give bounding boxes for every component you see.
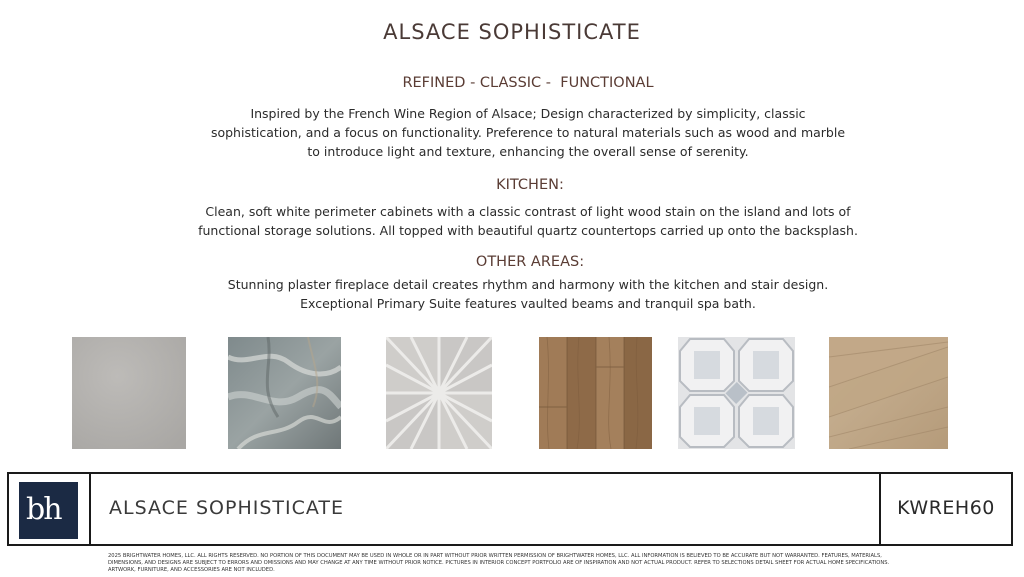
logo-cell bbox=[9, 474, 91, 544]
intro-paragraph bbox=[0, 104, 1024, 161]
intro-line: Inspired by the French Wine Region of Alsace; Design characterized by simplicity, classic bbox=[250, 106, 806, 121]
other-areas-heading: OTHER AREAS: bbox=[475, 254, 585, 270]
light-oak-wood-swatch bbox=[829, 337, 948, 449]
other-areas-paragraph bbox=[0, 275, 1024, 313]
kitchen-line: Clean, soft white perimeter cabinets with a classic contrast of light wood stain on the island and lots of bbox=[205, 204, 851, 219]
wood-flooring-swatch bbox=[539, 337, 652, 449]
footer-bar bbox=[7, 472, 1013, 546]
marble-quartz-swatch bbox=[228, 337, 341, 449]
other-areas-line: Stunning plaster fireplace detail creates rhythm and harmony with the kitchen and stair design. bbox=[227, 277, 829, 292]
plan-code: KWREH60 bbox=[897, 497, 995, 519]
other-areas-line: Exceptional Primary Suite features vaulted beams and tranquil spa bath. bbox=[300, 296, 756, 311]
brightwater-logo bbox=[19, 482, 78, 539]
kitchen-heading: KITCHEN: bbox=[496, 177, 564, 193]
tagline: REFINED - CLASSIC - FUNCTIONAL bbox=[402, 75, 654, 91]
disclaimer-text: 2025 BRIGHTWATER HOMES, LLC. ALL RIGHTS RESERVED. NO PORTION OF THIS DOCUMENT MAY BE USED IN WHOLE OR IN PART WITHOUT PRIOR WRITTEN PERMISSION OF BRIGHTWATER HOMES, LLC. ALL INFORMATION IS BELIEVED TO BE ACCURATE BUT NOT WARRANTED. FEATURES, MATERIALS, DIMENSIONS, AND DESIGNS ARE SUBJECT TO ERRORS AND OMISSIONS AND MAY CHANGE AT ANY TIME WITHOUT PRIOR NOTICE. PICTURES IN INTERIOR CONCEPT PORTFOLIO ARE OF INSPIRATION AND NOT ACTUAL PRODUCT. REFER TO SELECTIONS DETAIL SHEET FOR ACTUAL HOME SPECIFICATIONS. ARTWORK, FURNITURE, AND ACCESSORIES ARE NOT INCLUDED. bbox=[108, 553, 890, 573]
page-title: ALSACE SOPHISTICATE bbox=[383, 20, 641, 44]
star-tile-swatch bbox=[386, 337, 492, 449]
gray-plaster-swatch bbox=[72, 337, 186, 449]
octagon-marble-tile-swatch bbox=[678, 337, 795, 449]
logo-mark: bh bbox=[26, 492, 61, 527]
kitchen-line: functional storage solutions. All topped with beautiful quartz countertops carried up onto the backsplash. bbox=[198, 223, 858, 238]
footer-title: ALSACE SOPHISTICATE bbox=[109, 497, 345, 519]
intro-line: to introduce light and texture, enhancing the overall sense of serenity. bbox=[307, 144, 749, 159]
kitchen-paragraph bbox=[0, 202, 1024, 240]
code-cell bbox=[879, 474, 1011, 544]
intro-line: sophistication, and a focus on functionality. Preference to natural materials such as wood and marble bbox=[210, 125, 846, 140]
